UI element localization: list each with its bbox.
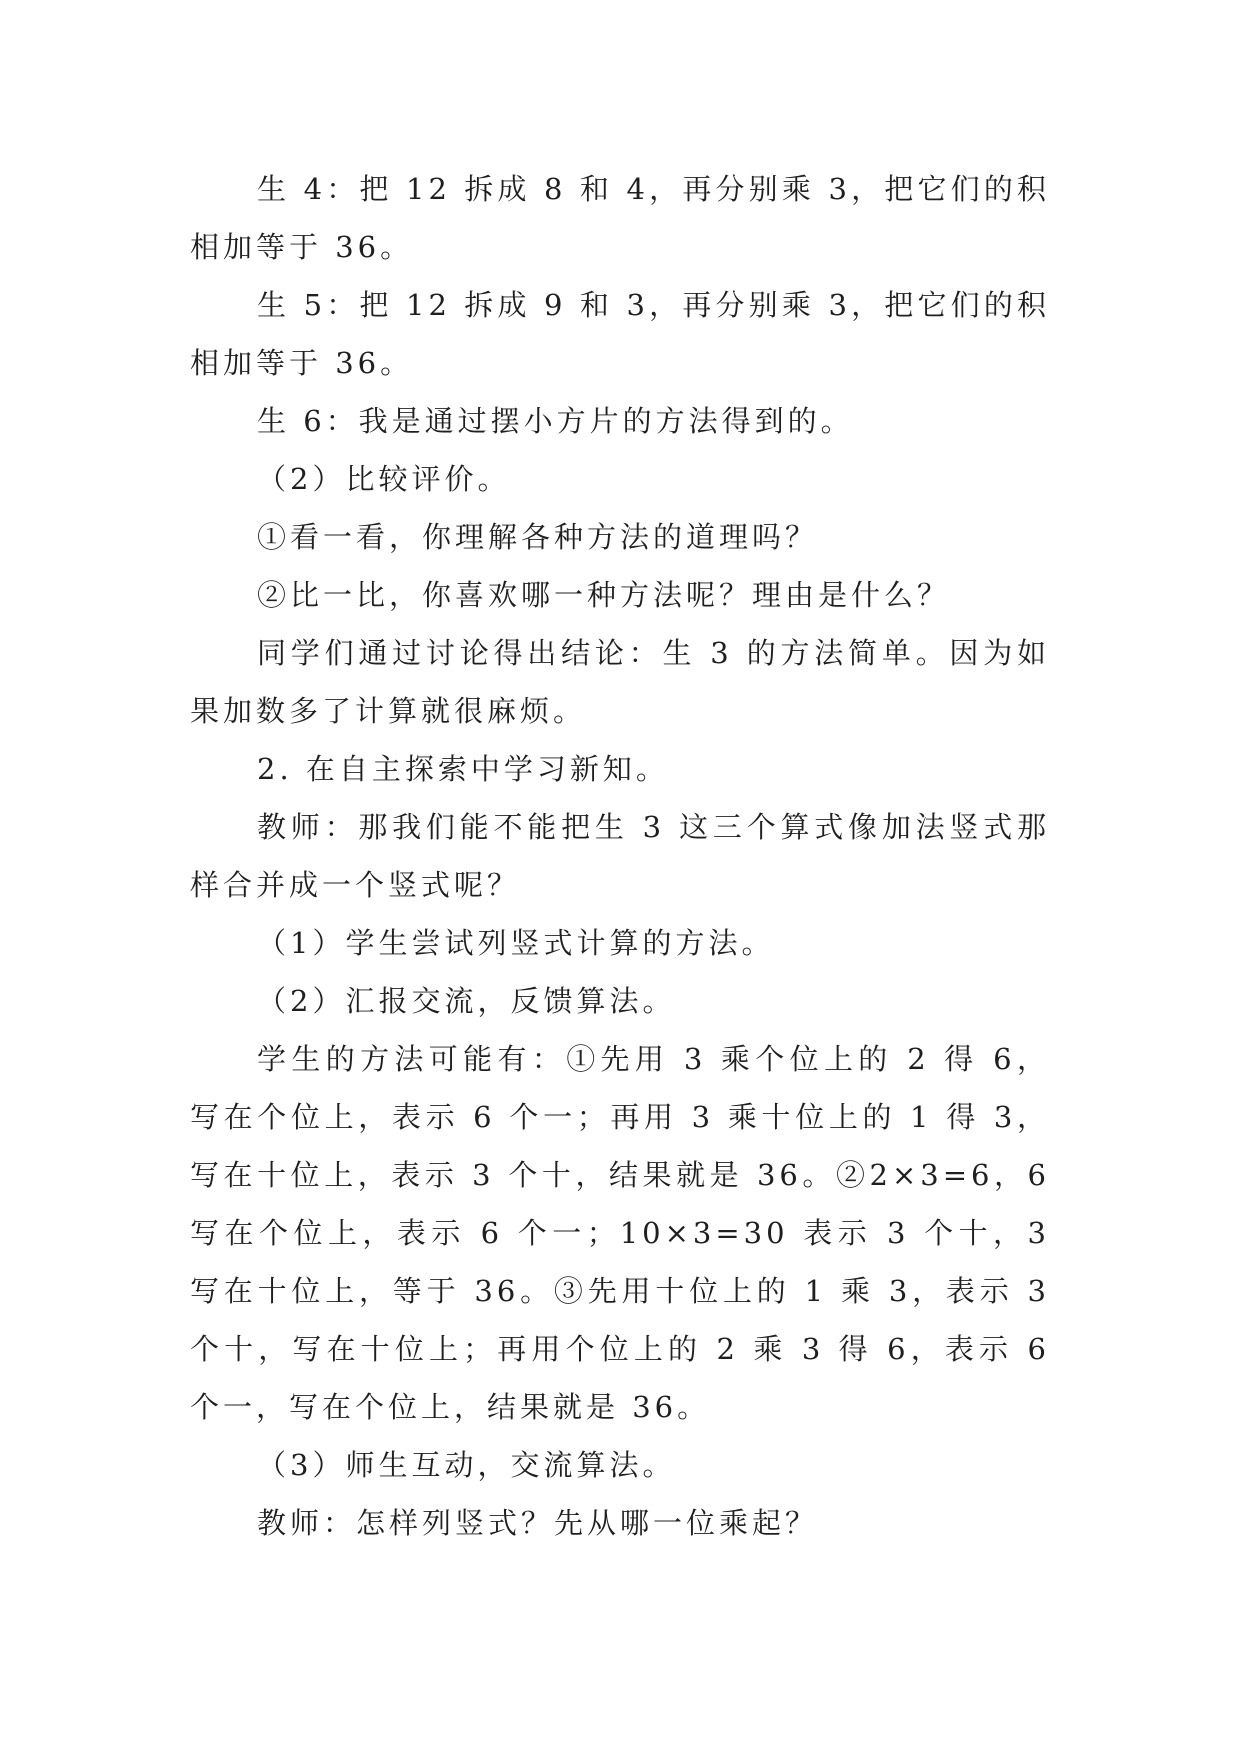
- paragraph-section-2: 2. 在自主探索中学习新知。: [257, 752, 669, 786]
- paragraph-step-2: （2）汇报交流，反馈算法。: [257, 984, 676, 1018]
- paragraph-conclusion: 同学们通过讨论得出结论：生 3 的方法简单。因为如果加数多了计算就很麻烦。: [190, 636, 1050, 728]
- paragraph-question-1: ①看一看，你理解各种方法的道理吗？: [257, 520, 819, 554]
- paragraph-student-4: 生 4：把 12 拆成 8 和 4，再分别乘 3，把它们的积相加等于 36。: [190, 172, 1050, 264]
- paragraph-student-6: 生 6：我是通过摆小方片的方法得到的。: [257, 404, 854, 438]
- paragraph-step-3: （3）师生互动，交流算法。: [257, 1448, 676, 1482]
- document-page: [190, 160, 1050, 1552]
- paragraph-student-methods: 学生的方法可能有：①先用 3 乘个位上的 2 得 6，写在个位上，表示 6 个一；再用 3 乘十位上的 1 得 3，写在十位上，表示 3 个十，结果就是 36。②2×3=6，6 写在个位上，表示 6 个一；10×3=30 表示 3 个十，3 写在十位上，等于 36。③先用十位上的 1 乘 3，表示 3 个十，写在十位上；再用个位上的 2 乘 3 得 6，表示 6 个一，写在个位上，结果就是 36。: [190, 1042, 1050, 1424]
- paragraph-teacher-question: 教师：那我们能不能把生 3 这三个算式像加法竖式那样合并成一个竖式呢？: [190, 810, 1050, 902]
- paragraph-step-1: （1）学生尝试列竖式计算的方法。: [257, 926, 775, 960]
- paragraph-question-2: ②比一比，你喜欢哪一种方法呢？理由是什么？: [257, 578, 951, 612]
- paragraph-compare-evaluate: （2）比较评价。: [257, 462, 511, 496]
- paragraph-teacher-vertical: 教师：怎样列竖式？先从哪一位乘起？: [257, 1506, 819, 1540]
- paragraph-student-5: 生 5：把 12 拆成 9 和 3，再分别乘 3，把它们的积相加等于 36。: [190, 288, 1050, 380]
